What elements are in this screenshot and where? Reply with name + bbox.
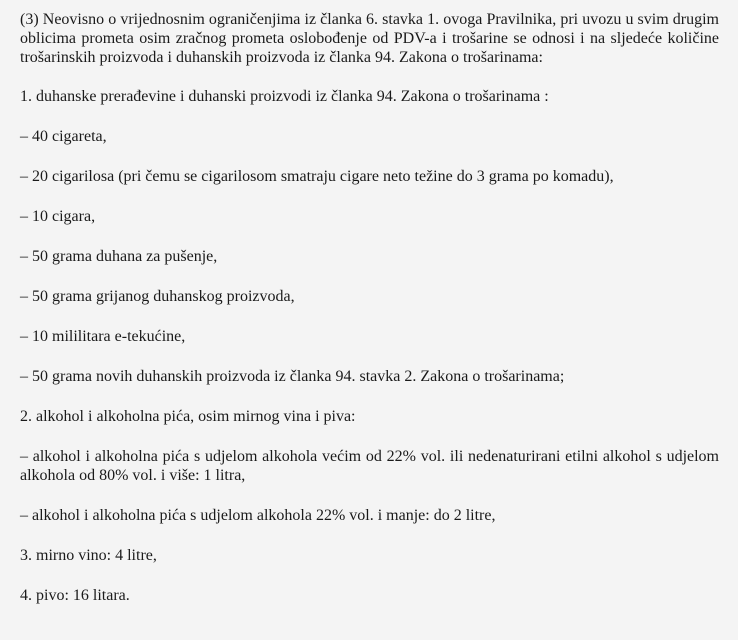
list-item-heated-tobacco: – 50 grama grijanog duhanskog proizvoda, — [20, 288, 295, 305]
paragraph-intro: (3) Neovisno o vrijednosnim ograničenjima iz članka 6. stavka 1. ovoga Pravilnika, pri uvozu u svim drugim oblicima prometa osim zračnog prometa oslobođenje od PDV-a i trošarine se odnosi i na sljedeće količine trošarinskih proizvoda i duhanskih proizvoda iz članka 94. Zakona o trošarinama: — [20, 11, 719, 66]
list-item-cigarillos: – 20 cigarilosa (pri čemu se cigarilosom smatraju cigare neto težine do 3 grama po komadu), — [20, 168, 614, 185]
list-item-light-alcohol: – alkohol i alkoholna pića s udjelom alkohola 22% vol. i manje: do 2 litre, — [20, 507, 496, 524]
list-heading-tobacco: 1. duhanske prerađevine i duhanski proizvodi iz članka 94. Zakona o trošarinama : — [20, 88, 549, 105]
list-heading-beer: 4. pivo: 16 litara. — [20, 587, 130, 604]
list-item-strong-alcohol: – alkohol i alkoholna pića s udjelom alkohola većim od 22% vol. ili nedenaturirani etilni alkohol s udjelom alkohola od 80% vol. i više: 1 litra, — [20, 448, 719, 484]
list-item-e-liquid: – 10 mililitara e-tekućine, — [20, 328, 186, 345]
document-body — [20, 10, 719, 626]
list-item-cigarettes: – 40 cigareta, — [20, 128, 107, 145]
list-item-novel-tobacco: – 50 grama novih duhanskih proizvoda iz članka 94. stavka 2. Zakona o trošarinama; — [20, 368, 565, 385]
list-heading-alcohol: 2. alkohol i alkoholna pića, osim mirnog vina i piva: — [20, 408, 356, 425]
list-heading-still-wine: 3. mirno vino: 4 litre, — [20, 547, 157, 564]
list-item-cigars: – 10 cigara, — [20, 208, 96, 225]
list-item-smoking-tobacco: – 50 grama duhana za pušenje, — [20, 248, 218, 265]
